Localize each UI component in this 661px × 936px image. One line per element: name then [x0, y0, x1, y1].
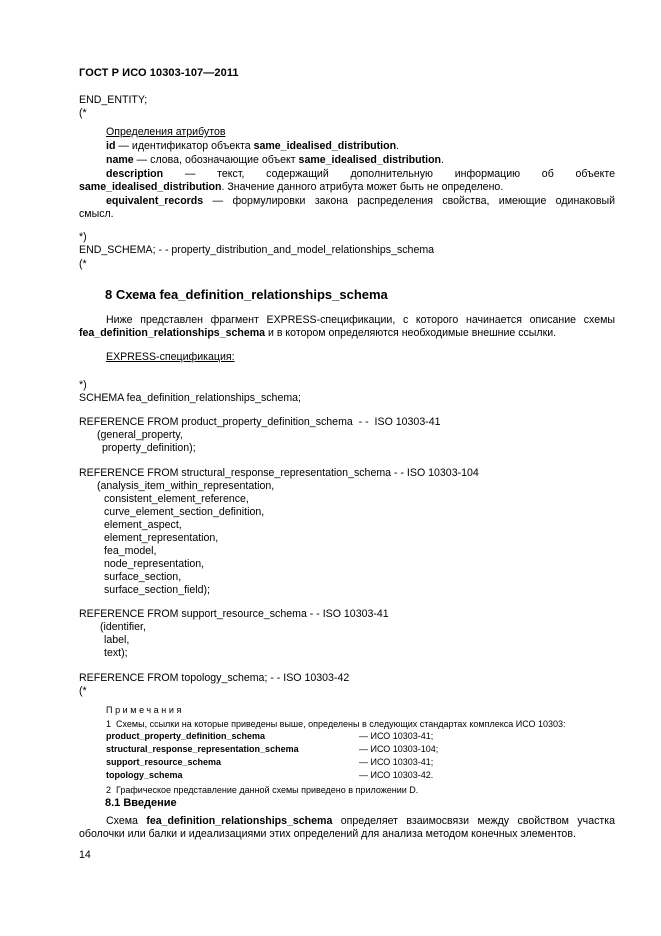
code-reference-item: element_aspect,	[104, 519, 182, 531]
code-reference-item: (identifier,	[100, 621, 146, 633]
code-reference-item: node_representation,	[104, 558, 205, 570]
code-reference-item: surface_section_field);	[104, 584, 210, 596]
attr-name: equivalent_records	[106, 195, 204, 207]
code-reference-2: REFERENCE FROM structural_response_representation_schema - - ISO 10303-104	[79, 467, 479, 479]
code-open-comment: (*	[79, 107, 87, 119]
code-reference-item: text);	[104, 647, 128, 659]
attr-description-cont	[79, 181, 503, 194]
section-8-intro-line2	[79, 327, 556, 340]
intro-text: определяет взаимосвязи между свойством участка	[332, 815, 615, 827]
note-table-standard: — ИСО 10303-42.	[359, 770, 434, 780]
note-table-standard: — ИСО 10303-41;	[359, 757, 434, 767]
code-close-comment: *)	[79, 379, 87, 391]
attr-text: — текст, содержащий дополнительную информацию об объекте	[163, 168, 615, 180]
notes-title: Примечания	[106, 705, 184, 715]
code-reference-3: REFERENCE FROM support_resource_schema - - ISO 10303-41	[79, 608, 389, 620]
attr-post: .	[396, 140, 400, 152]
attr-name: name	[106, 154, 134, 166]
note-table-standard: — ИСО 10303-104;	[359, 744, 439, 754]
section-8-1-title: 8.1 Введение	[105, 797, 177, 809]
attr-equivalent-cont: смысл.	[79, 208, 114, 220]
note-table-standard: — ИСО 10303-41;	[359, 731, 434, 741]
section-8-1-line1	[106, 815, 615, 828]
note-table-schema: topology_schema	[106, 770, 183, 780]
code-open-comment: (*	[79, 685, 87, 697]
code-end-entity: END_ENTITY;	[79, 94, 148, 106]
attr-id	[106, 140, 399, 153]
attr-name: description	[106, 168, 164, 180]
code-reference-1: REFERENCE FROM product_property_definition_schema - - ISO 10303-41	[79, 416, 441, 428]
attr-description	[106, 168, 615, 181]
schema-ref: fea_definition_relationships_schema	[146, 815, 333, 827]
attr-text: — формулировки закона распределения свойства, имеющие одинаковый	[203, 195, 615, 207]
attr-text: — слова, обозначающие объект	[133, 154, 299, 166]
attr-ref: same_idealised_distribution	[253, 140, 397, 152]
attr-name-def	[106, 154, 444, 167]
section-8-title: 8 Схема fea_definition_relationships_schema	[105, 287, 388, 302]
note-1: 1 Схемы, ссылки на которые приведены выше, определены в следующих стандартах комплекса ИСО 10303:	[106, 719, 566, 729]
page-number: 14	[79, 849, 91, 861]
note-table-schema: support_resource_schema	[106, 757, 222, 767]
attr-text: — идентификатор объекта	[115, 140, 254, 152]
code-schema: SCHEMA fea_definition_relationships_schema;	[79, 392, 302, 404]
note-table-schema: structural_response_representation_schema	[106, 744, 299, 754]
attr-text: . Значение данного атрибута может быть не определено.	[221, 181, 504, 193]
document-header: ГОСТ Р ИСО 10303-107—2011	[79, 67, 239, 79]
code-reference-item: curve_element_section_definition,	[104, 506, 265, 518]
note-table-schema: product_property_definition_schema	[106, 731, 266, 741]
schema-ref: fea_definition_relationships_schema	[79, 327, 266, 339]
attr-equivalent-records	[106, 195, 615, 208]
attributes-heading: Определения атрибутов	[106, 126, 226, 138]
code-open-comment: (*	[79, 258, 87, 270]
code-reference-item: fea_model,	[104, 545, 157, 557]
code-reference-item: property_definition);	[102, 442, 196, 454]
section-8-1-line2: оболочки или балки и идеализациями этих определений для анализа методом конечных элементов.	[79, 828, 576, 840]
code-reference-item: surface_section,	[104, 571, 182, 583]
code-end-schema: END_SCHEMA; - - property_distribution_and_model_relationships_schema	[79, 244, 435, 256]
attr-post: .	[441, 154, 444, 166]
code-reference-item: (analysis_item_within_representation,	[97, 480, 275, 492]
attr-ref: same_idealised_distribution	[79, 181, 222, 193]
code-reference-item: consistent_element_reference,	[104, 493, 249, 505]
code-reference-item: (general_property,	[97, 429, 183, 441]
attr-name: id	[106, 140, 116, 152]
intro-text: Схема	[106, 815, 147, 827]
code-close-comment: *)	[79, 231, 87, 243]
code-reference-4: REFERENCE FROM topology_schema; - - ISO 10303-42	[79, 672, 350, 684]
code-reference-item: element_representation,	[104, 532, 219, 544]
express-label: EXPRESS-спецификация:	[106, 351, 235, 363]
intro-text: и в котором определяются необходимые внешние ссылки.	[265, 327, 557, 339]
note-2: 2 Графическое представление данной схемы приведено в приложении D.	[106, 785, 419, 795]
attr-ref: same_idealised_distribution	[298, 154, 442, 166]
code-reference-item: label,	[104, 634, 130, 646]
section-8-intro-line1: Ниже представлен фрагмент EXPRESS-спецификации, с которого начинается описание схемы	[106, 314, 615, 326]
